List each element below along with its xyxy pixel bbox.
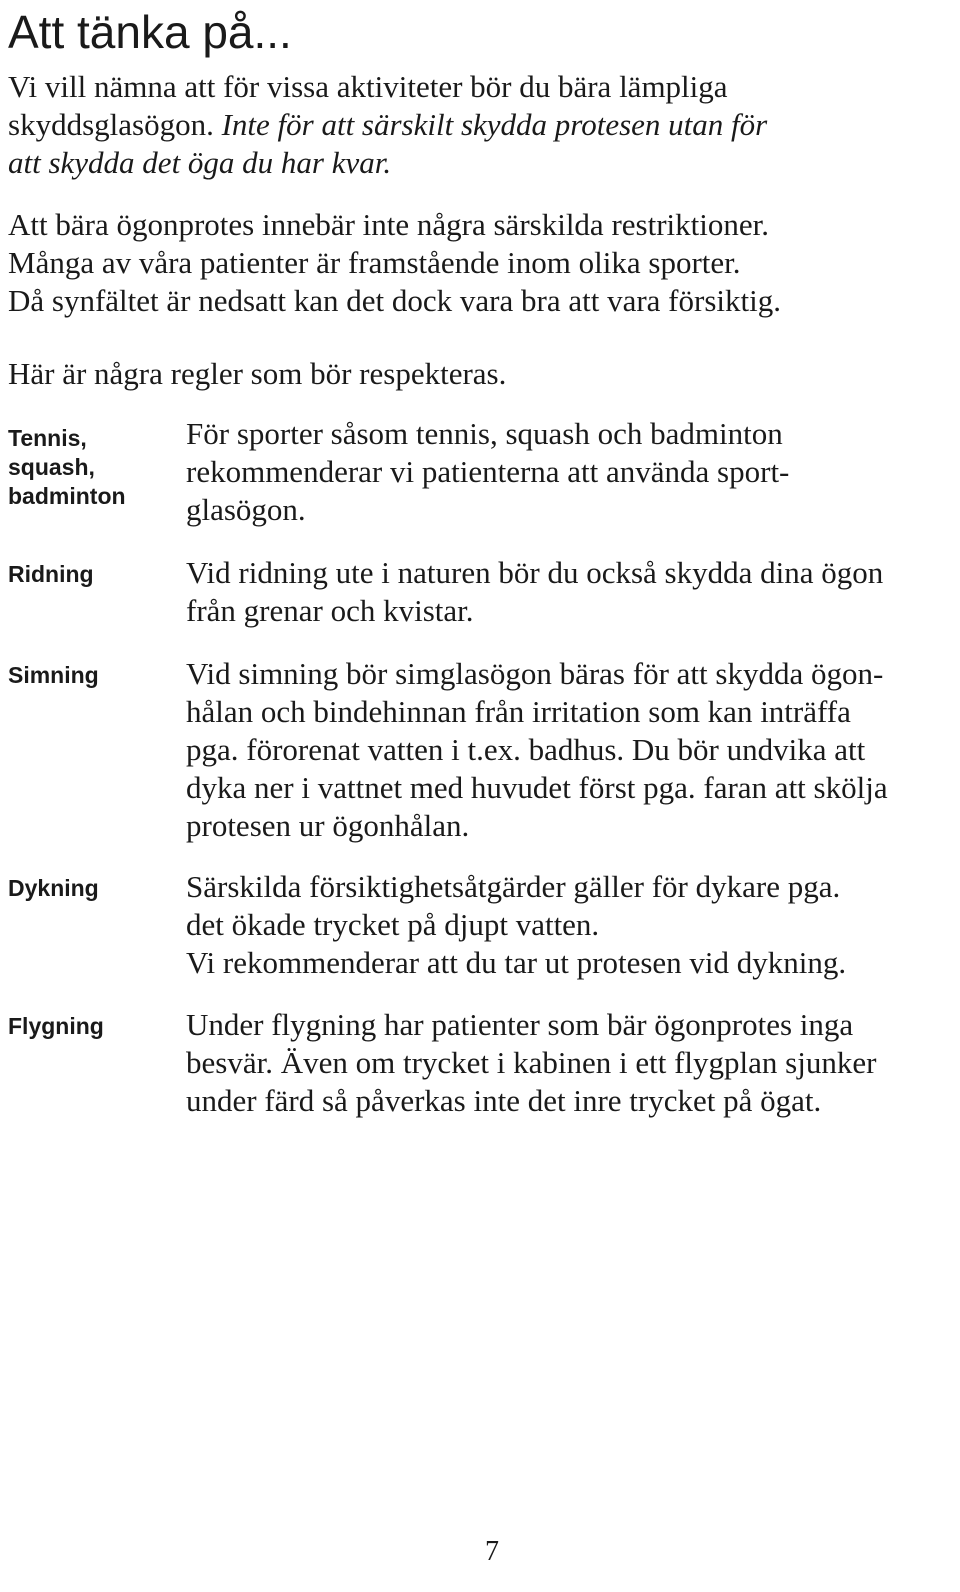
rule-text-line: under färd så påverkas inte det inre trycket på ögat. [186,1083,822,1118]
rule-label-line: Flygning [8,1013,104,1039]
rule-text-line: Vid ridning ute i naturen bör du också skydda dina ögon [186,555,884,590]
rule-text-line: det ökade trycket på djupt vatten. [186,907,600,942]
page-heading: Att tänka på... [8,6,292,58]
rule-text-line: Under flygning har patienter som bär ögonprotes inga [186,1007,854,1042]
rule-text-line: Vid simning bör simglasögon bäras för att skydda ögon- [186,656,884,691]
intro-paragraph-goggles [8,68,948,182]
rule-label-line: Tennis, [8,425,87,451]
rule-label-line: Simning [8,662,99,688]
rule-text-riding [186,554,956,630]
intro-line-regular: skyddsglasögon. [8,107,222,142]
rule-text-line: Vi rekommenderar att du tar ut protesen vid dykning. [186,945,847,980]
rule-text-tennis [186,415,956,529]
intro-line: Här är några regler som bör respekteras. [8,356,507,391]
rule-label-line: Dykning [8,875,99,901]
rule-text-line: dyka ner i vattnet med huvudet först pga. faran att skölja [186,770,888,805]
rule-text-line: Särskilda försiktighetsåtgärder gäller för dykare pga. [186,869,841,904]
rule-label-tennis [8,424,178,511]
intro-line-italic: att skydda det öga du har kvar. [8,145,392,180]
intro-paragraph-restrictions [8,206,948,320]
intro-line: Då synfältet är nedsatt kan det dock vara bra att vara försiktig. [8,283,781,318]
rule-label-line: squash, [8,454,95,480]
rule-label-swimming [8,661,178,690]
rule-text-line: från grenar och kvistar. [186,593,474,628]
intro-line [8,106,948,144]
rule-label-flying [8,1012,178,1041]
rule-label-riding [8,560,178,589]
rule-text-line: För sporter såsom tennis, squash och badminton [186,416,783,451]
rule-text-line: protesen ur ögonhålan. [186,808,470,843]
intro-paragraph-rules [8,355,948,393]
intro-line: Många av våra patienter är framstående inom olika sporter. [8,245,741,280]
page-number: 7 [485,1536,499,1567]
intro-line: Vi vill nämna att för vissa aktiviteter bör du bära lämpliga [8,69,728,104]
rule-text-line: hålan och bindehinnan från irritation som kan inträffa [186,694,851,729]
intro-line [8,144,948,182]
rule-text-line: glasögon. [186,492,306,527]
rule-text-line: besvär. Även om trycket i kabinen i ett flygplan sjunker [186,1045,877,1080]
rule-label-line: Ridning [8,561,94,587]
rule-text-line: rekommenderar vi patienterna att använda sport- [186,454,790,489]
rule-label-diving [8,874,178,903]
rule-text-swimming [186,655,956,845]
rule-text-line: pga. förorenat vatten i t.ex. badhus. Du bör undvika att [186,732,866,767]
intro-line: Att bära ögonprotes innebär inte några särskilda restriktioner. [8,207,769,242]
rule-text-diving [186,868,956,982]
rule-text-flying [186,1006,956,1120]
rule-label-line: badminton [8,483,126,509]
intro-line-italic: Inte för att särskilt skydda protesen utan för [221,107,768,142]
